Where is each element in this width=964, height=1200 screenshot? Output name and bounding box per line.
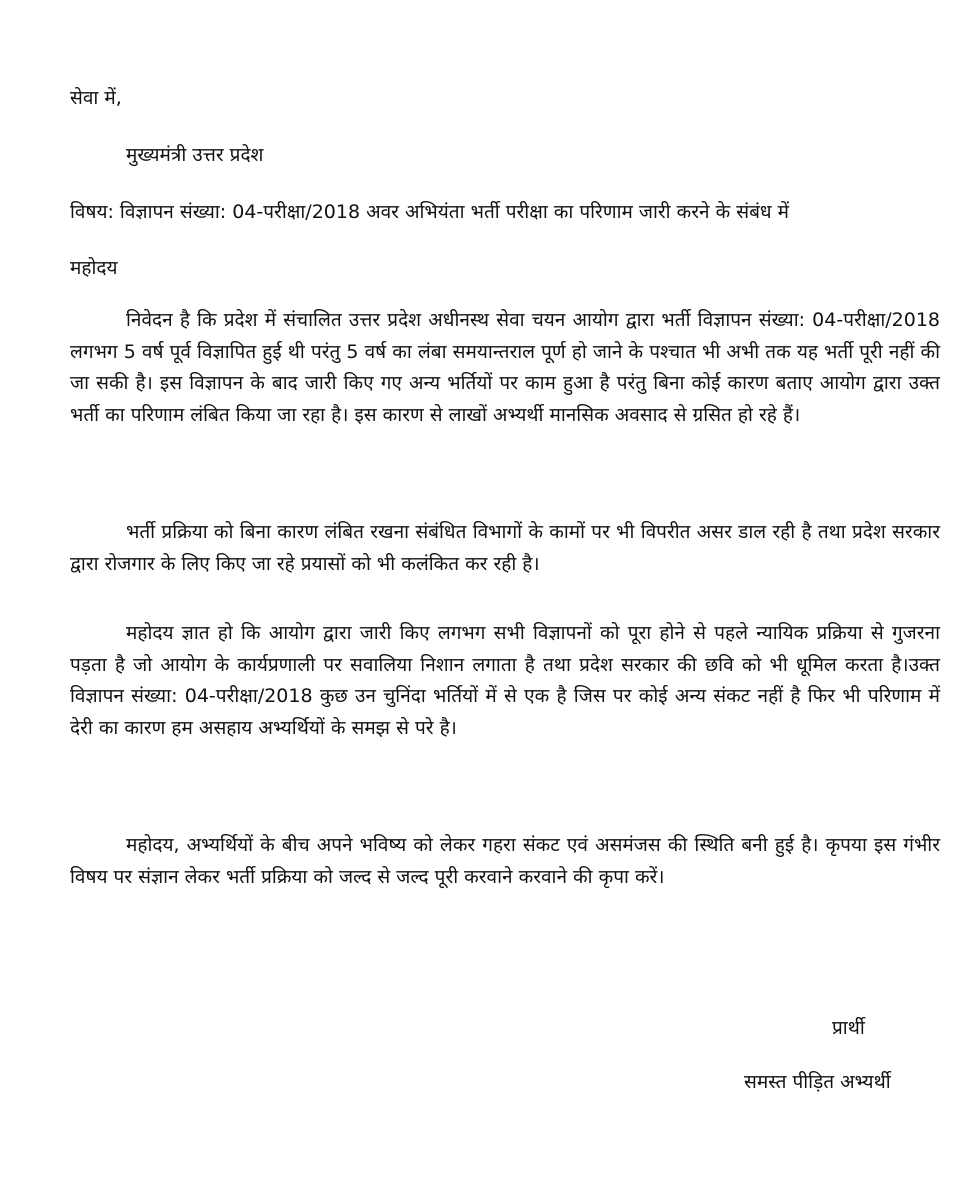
signatory: समस्त पीड़ित अभ्यर्थी bbox=[744, 1071, 891, 1093]
salutation: सेवा में, bbox=[70, 87, 122, 109]
closing-label: प्रार्थी bbox=[832, 1017, 865, 1039]
recipient: मुख्यमंत्री उत्तर प्रदेश bbox=[126, 144, 264, 166]
subject-line: विषय: विज्ञापन संख्या: 04-परीक्षा/2018 अवर अभियंता भर्ती परीक्षा का परिणाम जारी करने के संबंध में bbox=[70, 201, 790, 223]
address-line: महोदय bbox=[70, 257, 118, 279]
body-paragraph: भर्ती प्रक्रिया को बिना कारण लंबित रखना संबंधित विभागों के कामों पर भी विपरीत असर डाल रही है तथा प्रदेश सरकार द्वारा रोजगार के लिए किए जा रहे प्रयासों को भी कलंकित कर रही है। bbox=[70, 521, 940, 575]
body-paragraph: महोदय ज्ञात हो कि आयोग द्वारा जारी किए लगभग सभी विज्ञापनों को पूरा होने से पहले न्यायिक प्रक्रिया से गुजरना पड़ता है जो आयोग के कार्यप्रणाली पर सवालिया निशान लगाता है तथा प्रदेश सरकार की छवि को भी धूमिल करता है।उक्त विज्ञापन संख्या: 04-परीक्षा/2018 कुछ उन चुनिंदा भर्तियों में से एक है जिस पर कोई अन्य संकट नहीं है फिर भी परिणाम में देरी का कारण हम असहाय अभ्यर्थियों के समझ से परे है। bbox=[70, 622, 940, 739]
body-paragraph: निवेदन है कि प्रदेश में संचालित उत्तर प्रदेश अधीनस्थ सेवा चयन आयोग द्वारा भर्ती विज्ञापन संख्या: 04-परीक्षा/2018 लगभग 5 वर्ष पूर्व विज्ञापित हुई थी परंतु 5 वर्ष का लंबा समयान्तराल पूर्ण हो जाने के पश्चात भी अभी तक यह भर्ती पूरी नहीं की जा सकी है। इस विज्ञापन के बाद जारी किए गए अन्य भर्तियों पर काम हुआ है परंतु बिना कोई कारण बताए आयोग द्वारा उक्त भर्ती का परिणाम लंबित किया जा रहा है। इस कारण से लाखों अभ्यर्थी मानसिक अवसाद से ग्रसित हो रहे हैं। bbox=[70, 309, 940, 426]
body-paragraph: महोदय, अभ्यर्थियों के बीच अपने भविष्य को लेकर गहरा संकट एवं असमंजस की स्थिति बनी हुई है। कृपया इस गंभीर विषय पर संज्ञान लेकर भर्ती प्रक्रिया को जल्द से जल्द पूरी करवाने करवाने की कृपा करें। bbox=[70, 834, 940, 888]
